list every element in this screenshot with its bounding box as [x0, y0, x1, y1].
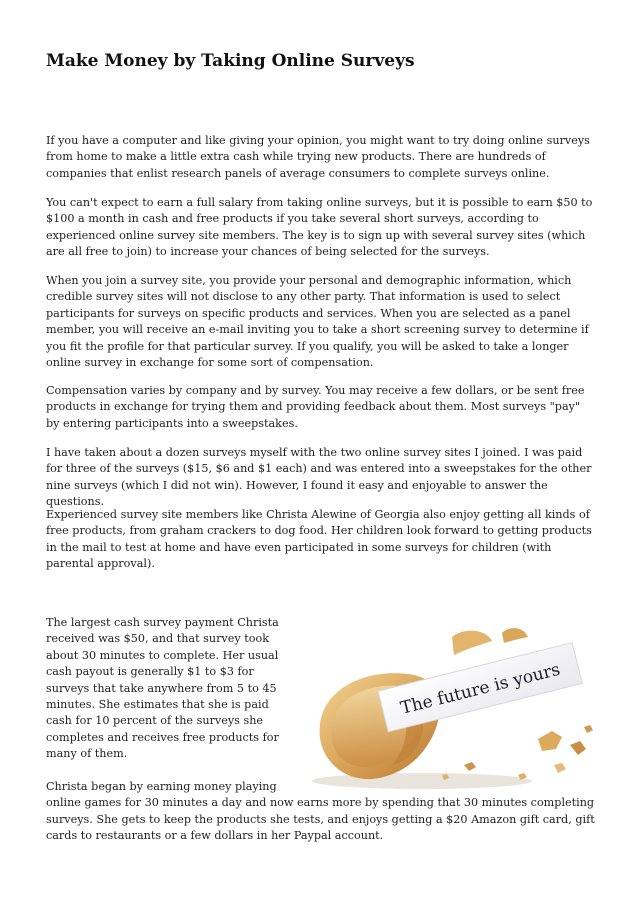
- fortune-text: The future is yours: [398, 659, 563, 719]
- paragraph-members: Experienced survey site members like Christa Alewine of Georgia also enjoy getting all kinds of free products, from graham crackers to dog food. Her children look forward to getting products in the mail to test at home and have even participated in some surveys for children (with parental approval).: [46, 508, 592, 571]
- paragraph-expectations: You can't expect to earn a full salary from taking online surveys, but it is possible to earn $50 to $100 a month in cash and free products if you take several short surveys, according to experienced online survey site members. The key is to sign up with several survey sites (which are all free to join) to increase your chances of being selected for the surveys.: [46, 196, 593, 259]
- image-text-section: [46, 615, 596, 861]
- paragraph-intro: If you have a computer and like giving your opinion, you might want to try doing online surveys from home to make a little extra cash while trying new products. There are hundreds of companies that enlist research panels of average consumers to complete surveys online.: [46, 134, 590, 180]
- paragraph-cash-payment: The largest cash survey payment Christa received was $50, and that survey took about 30 minutes to complete. Her usual cash payout is generally $1 to $3 for surveys that take anywhere from 5 to 45 minutes. She estimates that she is paid cash for 10 percent of the surveys she completes and receives free products for many of them.: [46, 616, 279, 761]
- paragraph-compensation: Compensation varies by company and by survey. You may receive a few dollars, or be sent free products in exchange for trying them and providing feedback about them. Most surveys "pay" by entering participants into a sweepstakes.: [46, 384, 585, 430]
- page-title: Make Money by Taking Online Surveys: [46, 51, 415, 71]
- paragraph-joining: When you join a survey site, you provide your personal and demographic information, which credible survey sites will not disclose to any other party. That information is used to select participants for surveys on specific products and services. When you are selected as a panel member, you will receive an e-mail inviting you to take a short screening survey to determine if you fit the profile for that particular survey. If you qualify, you will be asked to take a longer online survey in exchange for some sort of compensation.: [46, 274, 589, 370]
- paragraph-experience: I have taken about a dozen surveys myself with the two online survey sites I joined. I was paid for three of the surveys ($15, $6 and $1 each) and was entered into a sweepstakes for the other nine surveys (which I did not win). However, I found it easy and enjoyable to answer the questions.: [46, 446, 592, 509]
- paragraph-online-games: Christa began by earning money playing online games for 30 minutes a day and now earns more by spending that 30 minutes completing surveys. She gets to keep the products she tests, and enjoys getting a $20 Amazon gift card, gift cards to restaurants or a few dollars in her Paypal account.: [46, 780, 595, 843]
- fortune-cookie-illustration: [302, 615, 596, 795]
- fortune-cookie-image: [302, 615, 596, 795]
